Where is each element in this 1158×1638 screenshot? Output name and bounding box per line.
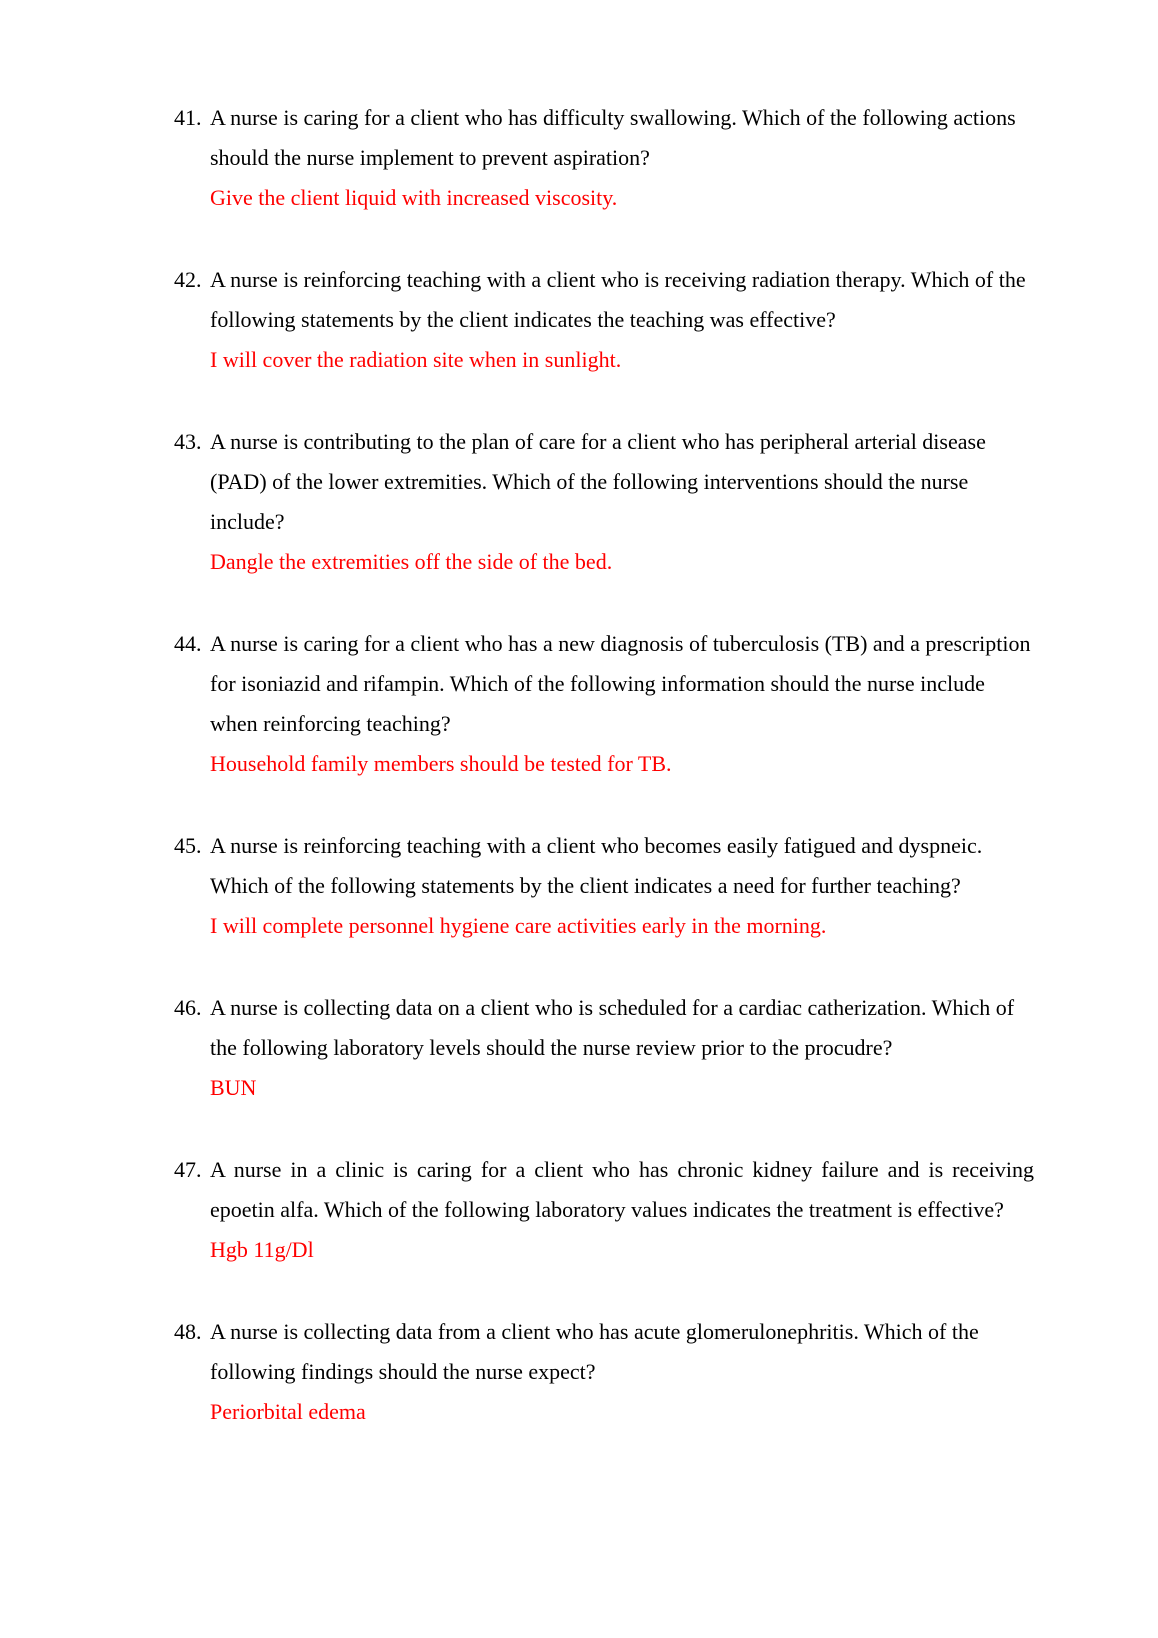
question-list: [174, 98, 1034, 1474]
question-text: A nurse is collecting data on a client who is scheduled for a cardiac catherization. Which of the following laboratory levels should the nurse review prior to the procudre?: [210, 995, 1015, 1060]
question-item: [174, 98, 1034, 218]
answer-text: Dangle the extremities off the side of the bed.: [210, 549, 613, 574]
question-number: 42.: [174, 267, 202, 292]
answer-text: I will complete personnel hygiene care activities early in the morning.: [210, 913, 827, 938]
answer-text: BUN: [210, 1075, 257, 1100]
question-text: A nurse is reinforcing teaching with a client who becomes easily fatigued and dyspneic. Which of the following statements by the client indicates a need for further teaching?: [210, 833, 983, 898]
question-number: 43.: [174, 429, 202, 454]
question-number: 45.: [174, 833, 202, 858]
question-text: A nurse is caring for a client who has difficulty swallowing. Which of the following actions should the nurse implement to prevent aspiration?: [210, 105, 1016, 170]
question-number: 41.: [174, 105, 202, 130]
question-item: [174, 826, 1034, 946]
question-item: [174, 422, 1034, 582]
question-number: 46.: [174, 995, 202, 1020]
question-item: [174, 624, 1034, 784]
question-text: A nurse is caring for a client who has a new diagnosis of tuberculosis (TB) and a prescription for isoniazid and rifampin. Which of the following information should the nurse include when reinforcing teaching?: [210, 631, 1031, 736]
question-number: 44.: [174, 631, 202, 656]
question-item: [174, 260, 1034, 380]
question-item: [174, 1150, 1034, 1270]
question-number: 48.: [174, 1319, 202, 1344]
answer-text: Household family members should be tested for TB.: [210, 751, 672, 776]
question-text: A nurse is reinforcing teaching with a client who is receiving radiation therapy. Which of the following statements by the client indicates the teaching was effective?: [210, 267, 1026, 332]
question-text: A nurse is contributing to the plan of care for a client who has peripheral arterial disease (PAD) of the lower extremities. Which of the following interventions should the nurse include?: [210, 429, 986, 534]
answer-text: Periorbital edema: [210, 1399, 366, 1424]
question-item: [174, 1312, 1034, 1432]
question-text: A nurse is collecting data from a client who has acute glomerulonephritis. Which of the following findings should the nurse expect?: [210, 1319, 979, 1384]
question-item: [174, 988, 1034, 1108]
question-number: 47.: [174, 1157, 202, 1182]
answer-text: Give the client liquid with increased viscosity.: [210, 185, 618, 210]
answer-text: Hgb 11g/Dl: [210, 1237, 314, 1262]
question-text: A nurse in a clinic is caring for a client who has chronic kidney failure and is receiving epoetin alfa. Which of the following laboratory values indicates the treatment is effective?: [210, 1157, 1034, 1222]
answer-text: I will cover the radiation site when in sunlight.: [210, 347, 622, 372]
